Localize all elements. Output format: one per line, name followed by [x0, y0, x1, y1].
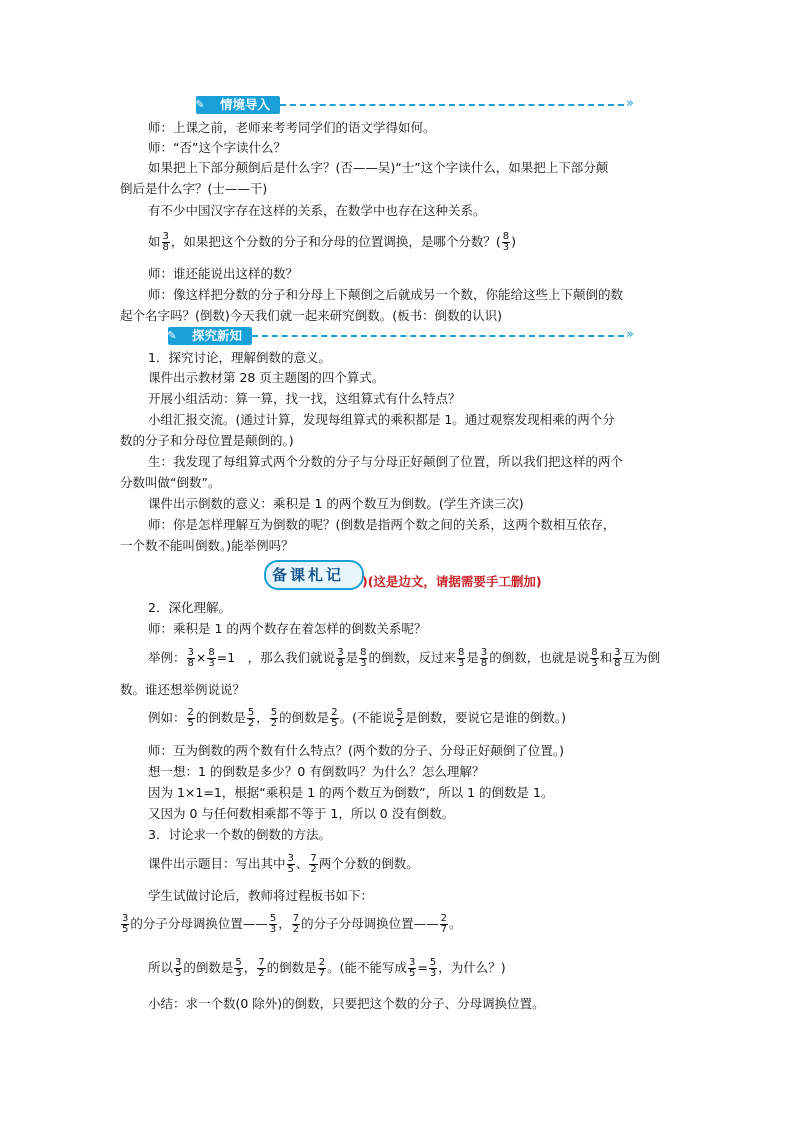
- fraction: $\frac{8}{3}$: [208, 647, 215, 669]
- pencil-icon: ✎: [195, 98, 205, 111]
- fraction: $\frac{8}{3}$: [502, 231, 510, 253]
- fraction: $\frac{2}{5}$: [331, 707, 338, 729]
- paragraph: 学生试做讨论后，教师将过程板书如下：: [148, 888, 374, 903]
- fraction: $\frac{5}{2}$: [270, 707, 278, 729]
- paragraph: 课件出示倒数的意义：乘积是 1 的两个数互为倒数。(学生齐读三次): [148, 496, 524, 511]
- fraction: $\frac{8}{3}$: [591, 647, 598, 669]
- paragraph: 开展小组活动：算一算，找一找，这组算式有什么特点？: [148, 391, 461, 406]
- paragraph: 分数叫做“倒数”。: [120, 475, 221, 490]
- fraction: $\frac{2}{7}$: [318, 957, 326, 979]
- fraction: $\frac{5}{3}$: [269, 913, 277, 935]
- paragraph-with-fractions: 所以 $\frac{3}{5}$ 的倒数是 $\frac{5}{3}$ ， $\frac{7}{2}$ 的倒数是 $\frac{2}{7}$ 。(能不能写成 $\frac{3}{5}$ = $\frac{5}{3}$ ，为什么？): [148, 957, 506, 979]
- paragraph: 数的分子和分母位置是颠倒的。): [120, 433, 294, 448]
- paragraph: 1．探究讨论，理解倒数的意义。: [148, 350, 331, 365]
- paragraph-with-fractions: $\frac{3}{5}$ 的分子分母调换位置—— $\frac{5}{3}$ ， $\frac{7}{2}$ 的分子分母调换位置—— $\frac{2}{7}$ 。: [122, 913, 462, 935]
- dashed-rule: [252, 335, 624, 337]
- paragraph: 小结：求一个数(0 除外)的倒数，只要把这个数的分子、分母调换位置。: [148, 996, 545, 1011]
- text: 如: [148, 234, 161, 249]
- paragraph: 生：我发现了每组算式两个分数的分子与分母正好颠倒了位置，所以我们把这样的两个: [148, 454, 624, 469]
- section-badge: [168, 327, 252, 345]
- paragraph: 3．讨论求一个数的倒数的方法。: [148, 827, 331, 842]
- paragraph: 师：你是怎样理解互为倒数的呢？(倒数是指两个数之间的关系，这两个数相互依存，: [148, 517, 616, 532]
- fraction: $\frac{8}{3}$: [360, 647, 367, 669]
- section-title: 情境导入: [220, 97, 271, 112]
- paragraph: 师：“否”这个字读什么？: [148, 140, 286, 155]
- fraction: $\frac{2}{7}$: [440, 913, 448, 935]
- fraction: $\frac{3}{5}$: [175, 957, 182, 979]
- section-header-explore: [168, 327, 646, 345]
- fraction: $\frac{3}{5}$: [122, 913, 129, 935]
- fraction: $\frac{2}{5}$: [187, 707, 194, 729]
- fraction: $\frac{3}{8}$: [187, 647, 194, 669]
- paragraph: 师：互为倒数的两个数有什么特点？(两个数的分子、分母正好颠倒了位置。): [148, 743, 565, 758]
- section-badge: [196, 96, 280, 114]
- paragraph: 师：上课之前，老师来考考同学们的语文学得如何。: [148, 120, 436, 135]
- paragraph: 倒后是什么字？(士——干): [120, 181, 268, 196]
- double-arrow-icon: »: [626, 327, 634, 342]
- paragraph: 师：乘积是 1 的两个数存在着怎样的倒数关系呢？: [148, 621, 427, 636]
- stamp-text: 备课札记: [272, 566, 345, 584]
- fraction: $\frac{3}{8}$: [614, 647, 621, 669]
- paragraph: 想一想：1 的倒数是多少？0 有倒数吗？为什么？怎么理解？: [148, 764, 485, 779]
- fraction: $\frac{3}{5}$: [287, 853, 294, 875]
- paragraph: 课件出示教材第 28 页主题图的四个算式。: [148, 370, 385, 385]
- dashed-rule: [280, 104, 624, 106]
- margin-note: )(这是边文，请据需要手工删加): [362, 574, 542, 589]
- paragraph: 师：谁还能说出这样的数？: [148, 266, 299, 281]
- fraction: $\frac{3}{8}$: [337, 647, 344, 669]
- fraction: $\frac{7}{2}$: [310, 853, 317, 875]
- paragraph: 师：像这样把分数的分子和分母上下颠倒之后就成另一个数，你能给这些上下颠倒的数: [148, 287, 624, 302]
- fraction: $\frac{3}{8}$: [480, 647, 488, 669]
- section-header-intro: [196, 96, 646, 114]
- fraction: $\frac{7}{2}$: [258, 957, 265, 979]
- fraction: $\frac{5}{3}$: [235, 957, 242, 979]
- text: ，如果把这个分数的分子和分母的位置调换，是哪个分数？(: [170, 234, 501, 249]
- paragraph-with-fractions: 例如： $\frac{2}{5}$ 的倒数是 $\frac{5}{2}$ ， $\frac{5}{2}$ 的倒数是 $\frac{2}{5}$ 。(不能说 $\frac{5}{2}$ 是倒数，要说它是谁的倒数。): [148, 707, 566, 729]
- fraction: $\frac{3}{8}$: [162, 231, 169, 253]
- fraction: $\frac{8}{3}$: [457, 647, 465, 669]
- section-title: 探究新知: [192, 328, 243, 343]
- paragraph: 起个名字吗？(倒数)今天我们就一起来研究倒数。(板书：倒数的认识): [120, 308, 503, 323]
- prep-notes-stamp: [264, 560, 364, 590]
- fraction: $\frac{5}{2}$: [247, 707, 255, 729]
- paragraph-with-fractions: 举例： $\frac{3}{8}$ × $\frac{8}{3}$ =1 ，那么我们就说 $\frac{3}{8}$ 是 $\frac{8}{3}$ 的倒数，反过来 $\frac{8}{3}$ 是 $\frac{3}{8}$ 的倒数，也就是说 $\frac{8}{3}$ 和 $\frac{3}{8}$ 互为倒: [148, 647, 661, 669]
- paragraph: 一个数不能叫倒数。)能举例吗？: [120, 538, 294, 553]
- fraction: $\frac{5}{3}$: [429, 957, 437, 979]
- paragraph: 又因为 0 与任何数相乘都不等于 1，所以 0 没有倒数。: [148, 806, 455, 821]
- paragraph: 如果把上下部分颠倒后是什么字？(否——吴)“士”这个字读什么，如果把上下部分颠: [148, 160, 609, 175]
- paragraph: 有不少中国汉字存在这样的关系，在数学中也存在这种关系。: [148, 203, 486, 218]
- text: ): [511, 234, 517, 249]
- paragraph-with-fractions: 课件出示题目：写出其中 $\frac{3}{5}$ 、 $\frac{7}{2}$ 两个分数的倒数。: [148, 853, 419, 875]
- fraction: $\frac{7}{2}$: [292, 913, 300, 935]
- paragraph-with-fractions: [148, 232, 516, 253]
- fraction: $\frac{5}{2}$: [396, 707, 403, 729]
- paragraph: 数。谁还想举例说说？: [120, 682, 246, 697]
- fraction: $\frac{3}{5}$: [408, 957, 416, 979]
- double-arrow-icon: »: [626, 96, 634, 111]
- pencil-icon: ✎: [167, 329, 177, 342]
- paragraph: 小组汇报交流。(通过计算，发现每组算式的乘积都是 1。通过观察发现相乘的两个分: [148, 412, 615, 427]
- paragraph: 因为 1×1=1，根据“乘积是 1 的两个数互为倒数”，所以 1 的倒数是 1。: [148, 785, 554, 800]
- paragraph: 2．深化理解。: [148, 600, 231, 615]
